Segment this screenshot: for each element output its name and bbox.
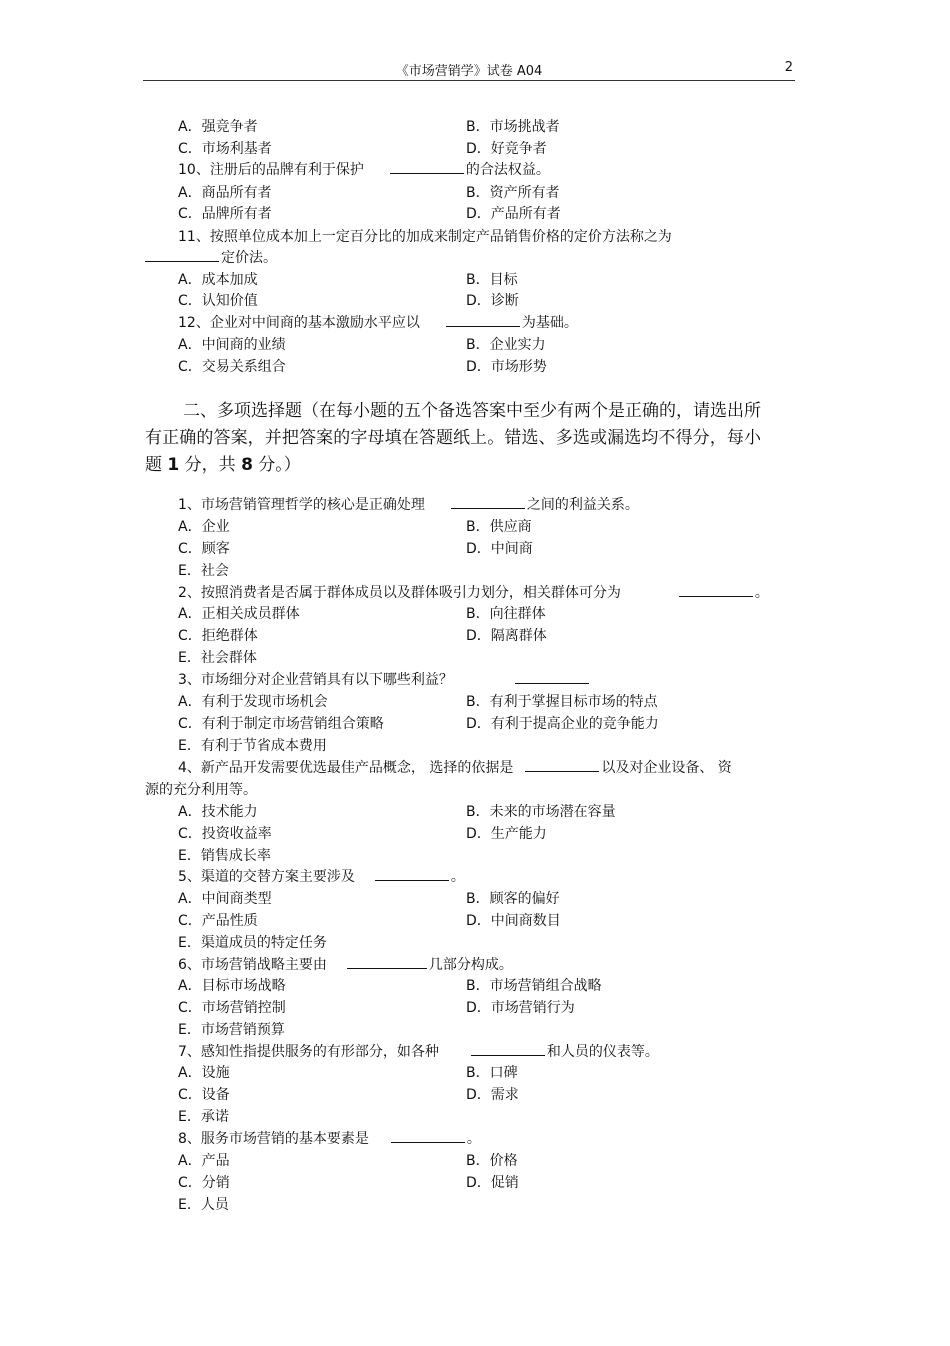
question-6: 6、市场营销战略主要由 几部分构成。	[178, 957, 513, 973]
question-5: 5、渠道的交替方案主要涉及 。	[178, 869, 465, 885]
question-8: 8、服务市场营销的基本要素是 。	[178, 1131, 481, 1147]
question-11: 11、按照单位成本加上一定百分比的加成来制定产品销售价格的定价方法称之为	[178, 229, 672, 245]
option-d: D．隔离群体	[466, 628, 547, 644]
question-text: 12、企业对中间商的基本激励水平应以	[178, 315, 420, 331]
option-b: B．目标	[466, 272, 518, 288]
option-c: C．顾客	[178, 541, 230, 557]
option-b: B．企业实力	[466, 337, 546, 353]
option-e: E．人员	[178, 1197, 229, 1213]
question-text: 为基础。	[521, 315, 578, 331]
question-10	[178, 160, 550, 180]
option-d: D．需求	[466, 1087, 519, 1103]
option-a: A．成本加成	[178, 272, 258, 288]
answer-blank	[451, 495, 525, 509]
question-text: 10、注册后的品牌有利于保护	[178, 162, 364, 178]
option-e: E．社会群体	[178, 650, 257, 666]
option-b: B．有利于掌握目标市场的特点	[466, 694, 658, 710]
answer-blank	[390, 160, 464, 174]
question-12	[178, 313, 578, 333]
answer-blank	[446, 313, 520, 327]
answer-blank	[375, 867, 449, 881]
page-number: 2	[784, 60, 793, 75]
option-c: C．设备	[178, 1087, 230, 1103]
option-c: C．投资收益率	[178, 826, 272, 842]
option-a: A．产品	[178, 1153, 230, 1169]
option-e: E．销售成长率	[178, 848, 271, 864]
question-4: 4、新产品开发需要优选最佳产品概念， 选择的依据是 以及对企业设备、 资	[178, 760, 732, 776]
option-d: D．好竞争者	[466, 141, 547, 157]
option-b: B．向往群体	[466, 606, 546, 622]
option-e: E．市场营销预算	[178, 1022, 285, 1038]
option-c: C．分销	[178, 1175, 230, 1191]
section-2-heading: 二、多项选择题（在每小题的五个备选答案中至少有两个是正确的，请选出所有正确的答案，并把答案的字母填在答题纸上。错选、多选或漏选均不得分，每小题 1 分，共 8 分。）	[145, 401, 761, 475]
answer-blank	[347, 955, 427, 969]
option-c: C．市场利基者	[178, 141, 272, 157]
option-a: A．中间商的业绩	[178, 337, 286, 353]
option-d: D．产品所有者	[466, 206, 561, 222]
option-a: A．目标市场战略	[178, 978, 286, 994]
question-3: 3、市场细分对企业营销具有以下哪些利益？	[178, 670, 591, 690]
option-c: C．品牌所有者	[178, 206, 272, 222]
option-d: D．生产能力	[466, 826, 547, 842]
question-7: 7、感知性指提供服务的有形部分，如各种 和人员的仪表等。	[178, 1044, 659, 1060]
answer-blank	[145, 248, 219, 262]
option-a: A．有利于发现市场机会	[178, 694, 328, 710]
option-d: D．市场营销行为	[466, 1000, 575, 1016]
option-c: C．产品性质	[178, 913, 258, 929]
option-b: B．市场营销组合战略	[466, 978, 602, 994]
answer-blank	[679, 583, 753, 597]
option-b: B．未来的市场潜在容量	[466, 804, 616, 820]
answer-blank	[391, 1129, 465, 1143]
option-a: A．技术能力	[178, 804, 258, 820]
option-a: A．中间商类型	[178, 891, 272, 907]
option-c: C．认知价值	[178, 293, 258, 309]
answer-blank	[471, 1042, 545, 1056]
question-11-continuation	[145, 248, 277, 268]
option-a: A．正相关成员群体	[178, 606, 300, 622]
option-a: A．企业	[178, 519, 230, 535]
option-d: D．中间商数目	[466, 913, 561, 929]
option-a: A．商品所有者	[178, 185, 272, 201]
option-e: E．渠道成员的特定任务	[178, 935, 327, 951]
option-b: B．供应商	[466, 519, 532, 535]
answer-blank	[515, 670, 589, 684]
option-b: B．资产所有者	[466, 185, 560, 201]
option-d: D．市场形势	[466, 359, 547, 375]
answer-blank	[525, 758, 599, 772]
option-d: D．促销	[466, 1175, 519, 1191]
option-a: A．设施	[178, 1065, 230, 1081]
option-c: C．拒绝群体	[178, 628, 258, 644]
option-a: A．强竞争者	[178, 119, 258, 135]
option-b: B．顾客的偏好	[466, 891, 560, 907]
question-text: 的合法权益。	[465, 162, 550, 178]
option-e: E．社会	[178, 563, 229, 579]
option-c: C．有利于制定市场营销组合策略	[178, 716, 384, 732]
option-b: B．市场挑战者	[466, 119, 560, 135]
option-b: B．口碑	[466, 1065, 518, 1081]
option-d: D．诊断	[466, 293, 519, 309]
question-1: 1、市场营销管理哲学的核心是正确处理 之间的利益关系。	[178, 497, 639, 513]
option-d: D．有利于提高企业的竞争能力	[466, 716, 659, 732]
option-e: E．承诺	[178, 1109, 229, 1125]
option-e: E．有利于节省成本费用	[178, 738, 327, 754]
option-c: C．交易关系组合	[178, 359, 286, 375]
exam-title: 《市场营销学》试卷 A04	[395, 64, 543, 79]
question-2: 2、按照消费者是否属于群体成员以及群体吸引力划分，相关群体可分为 。	[178, 585, 769, 601]
option-b: B．价格	[466, 1153, 518, 1169]
question-4-continuation: 源的充分利用等。	[145, 782, 257, 798]
option-d: D．中间商	[466, 541, 533, 557]
question-text: 定价法。	[221, 250, 277, 266]
page-header	[143, 58, 795, 81]
option-c: C．市场营销控制	[178, 1000, 286, 1016]
